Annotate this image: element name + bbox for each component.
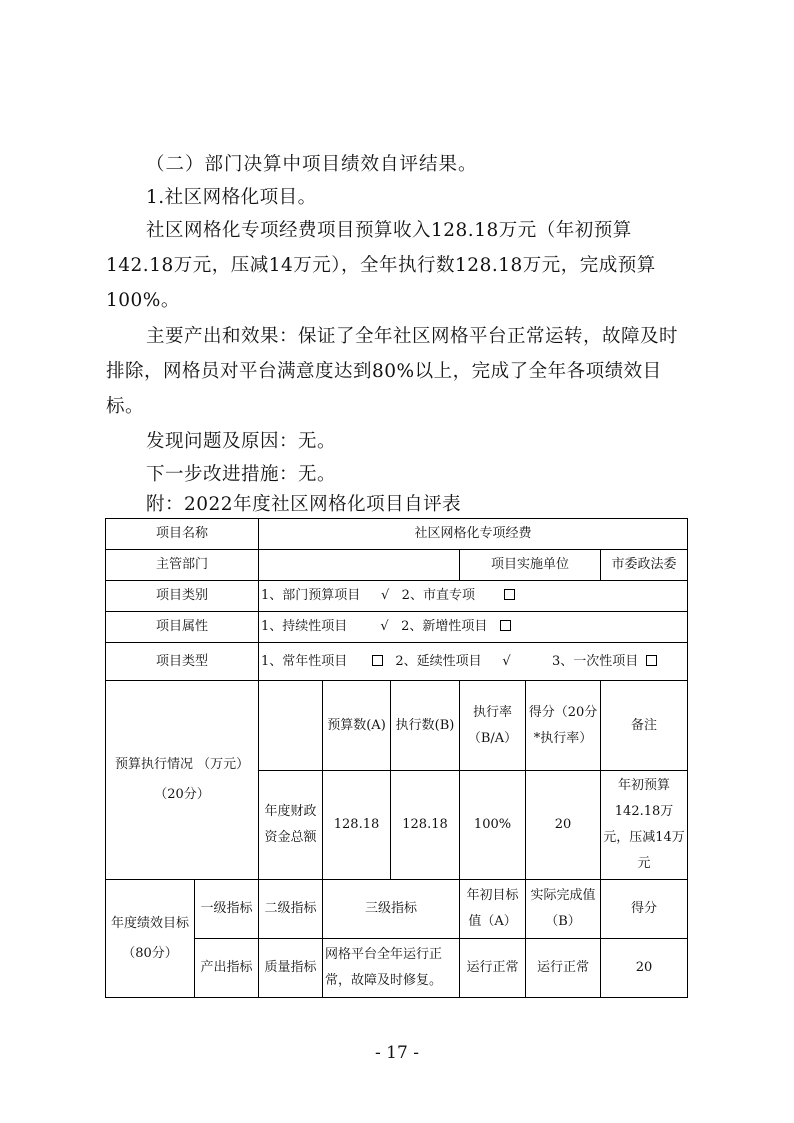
header-points: 得分 [601, 880, 688, 939]
implementing-unit-value: 市委政法委 [601, 550, 688, 581]
section-heading: （二）部门决算中项目绩效自评结果。 [146, 154, 478, 175]
header-actual: 实际完成值（B） [526, 880, 601, 939]
indicator-level-1: 产出指标 [195, 939, 259, 998]
item-title: 1.社区网格化项目。 [146, 187, 317, 208]
checkbox-icon [646, 655, 657, 666]
fund-execution: 128.18 [391, 771, 460, 880]
fund-total-label: 年度财政资金总额 [259, 771, 323, 880]
row-attribute [106, 612, 688, 643]
table-caption: 附：2022年度社区网格化项目自评表 [146, 494, 462, 515]
page-number: - 17 - [375, 1043, 419, 1063]
category-check-1: √ [380, 588, 390, 603]
empty-header-cell [259, 681, 323, 771]
performance-label: 年度绩效目标 [110, 915, 189, 931]
header-level-2: 二级指标 [259, 880, 323, 939]
header-level-3: 三级指标 [323, 880, 460, 939]
row-budget-header [106, 681, 688, 771]
col-budget: 预算数(A) [323, 681, 391, 771]
header-target: 年初目标值（A） [460, 880, 526, 939]
col-score: 得分（20分*执行率） [526, 681, 601, 771]
row-project-name [106, 519, 688, 550]
col-execution-rate: 执行率（B/A） [460, 681, 526, 771]
attribute-label: 项目属性 [106, 612, 259, 643]
budget-execution-score: （20分） [154, 787, 210, 802]
row-type [106, 643, 688, 681]
type-check-2: √ [502, 653, 511, 669]
project-name-value: 社区网格化专项经费 [259, 519, 688, 550]
type-option-3: 3、一次性项目 [551, 653, 639, 669]
fund-execution-rate: 100% [460, 771, 526, 880]
paragraph-problem: 发现问题及原因：无。 [146, 431, 337, 452]
attribute-option-1: 1、持续性项目 [261, 619, 348, 634]
paragraph-budget: 社区网格化专项经费项目预算收入128.18万元（年初预算142.18万元，压减14万元），全年执行数128.18万元，完成预算100%。 [106, 220, 656, 311]
department-label: 主管部门 [106, 550, 259, 581]
col-note: 备注 [601, 681, 688, 771]
indicator-actual: 运行正常 [526, 939, 601, 998]
indicator-level-2: 质量指标 [259, 939, 323, 998]
checkbox-icon [372, 655, 383, 666]
type-option-2: 2、延续性项目 [395, 653, 482, 669]
budget-execution-label: 预算执行情况 （万元） [114, 757, 250, 772]
paragraph-output: 主要产出和效果：保证了全年社区网格平台正常运转，故障及时排除，网格员对平台满意度达到80%以上，完成了全年各项绩效目标。 [106, 326, 679, 417]
attribute-check-1: √ [380, 619, 389, 634]
indicator-target: 运行正常 [460, 939, 526, 998]
performance-score: （80分） [122, 945, 178, 961]
category-option-2: 2、市直专项 [401, 588, 475, 603]
fund-budget: 128.18 [323, 771, 391, 880]
category-option-1: 1、部门预算项目 [261, 588, 361, 603]
row-performance-header [106, 880, 688, 939]
paragraph-next-steps: 下一步改进措施：无。 [146, 464, 337, 485]
row-department [106, 550, 688, 581]
budget-execution-label-cell [106, 681, 259, 880]
fund-note: 年初预算142.18万元，压减14万元 [601, 771, 688, 880]
checkbox-icon [500, 620, 511, 631]
header-level-1: 一级指标 [195, 880, 259, 939]
indicator-points: 20 [601, 939, 688, 998]
project-name-label: 项目名称 [106, 519, 259, 550]
implementing-unit-label: 项目实施单位 [460, 550, 601, 581]
indicator-level-3: 网格平台全年运行正常，故障及时修复。 [323, 939, 460, 998]
category-options [259, 581, 688, 612]
type-label: 项目类型 [106, 643, 259, 681]
row-category [106, 581, 688, 612]
category-label: 项目类别 [106, 581, 259, 612]
attribute-option-2: 2、新增性项目 [401, 619, 488, 634]
type-option-1: 1、常年性项目 [261, 653, 348, 669]
checkbox-icon [504, 589, 515, 600]
fund-score: 20 [526, 771, 601, 880]
department-value [259, 550, 460, 581]
col-execution: 执行数(B) [391, 681, 460, 771]
type-options [259, 643, 688, 681]
attribute-options [259, 612, 688, 643]
performance-label-cell [106, 880, 195, 998]
self-evaluation-table [105, 518, 688, 998]
